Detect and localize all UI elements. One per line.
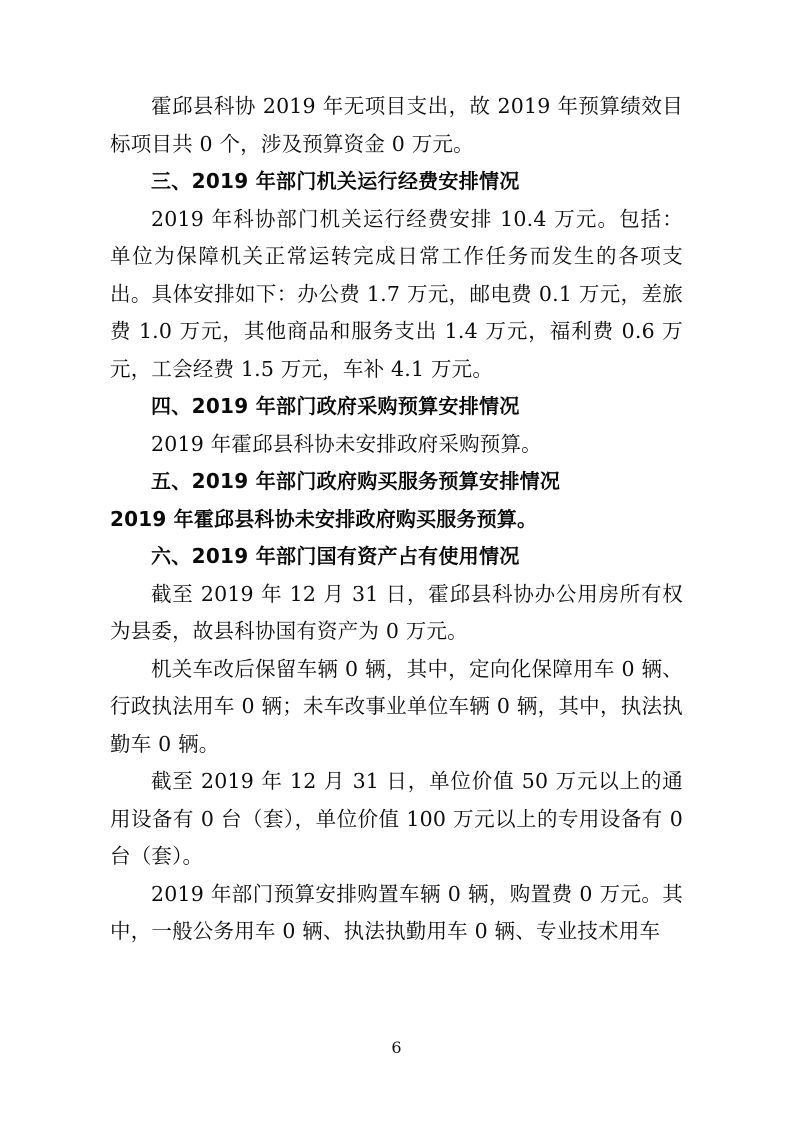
heading-section-three: 三、2019 年部门机关运行经费安排情况 xyxy=(151,169,520,193)
paragraph-vehicle-purchase-budget: 2019 年部门预算安排购置车辆 0 辆，购置费 0 万元。其中，一般公务用车 0 辆、执法执勤用车 0 辆、专业技术用车 xyxy=(110,881,683,943)
paragraph-government-procurement: 2019 年霍邱县科协未安排政府采购预算。 xyxy=(151,431,542,456)
heading-section-six: 六、2019 年部门国有资产占有使用情况 xyxy=(151,544,520,568)
paragraph-equipment: 截至 2019 年 12 月 31 日，单位价值 50 万元以上的通用设备有 0 台（套），单位价值 100 万元以上的专用设备有 0 台（套）。 xyxy=(110,769,683,868)
paragraph-project-expenditure: 霍邱县科协 2019 年无项目支出，故 2019 年预算绩效目标项目共 0 个，涉及预算资金 0 万元。 xyxy=(110,94,683,156)
page-number: 6 xyxy=(391,1038,402,1057)
paragraph-state-assets: 截至 2019 年 12 月 31 日，霍邱县科协办公用房所有权为县委，故县科协国有资产为 0 万元。 xyxy=(110,581,683,643)
paragraph-government-service-purchase: 2019 年霍邱县科协未安排政府购买服务预算。 xyxy=(110,506,538,531)
heading-section-five: 五、2019 年部门政府购买服务预算安排情况 xyxy=(151,469,561,493)
heading-section-four: 四、2019 年部门政府采购预算安排情况 xyxy=(151,394,520,418)
paragraph-vehicles: 机关车改后保留车辆 0 辆，其中，定向化保障用车 0 辆、行政执法用车 0 辆；未车改事业单位车辆 0 辆，其中，执法执勤车 0 辆。 xyxy=(110,656,683,756)
document-body xyxy=(110,88,683,951)
paragraph-operating-expenses: 2019 年科协部门机关运行经费安排 10.4 万元。包括：单位为保障机关正常运转完成日常工作任务而发生的各项支出。具体安排如下：办公费 1.7 万元，邮电费 0.1 万元，差旅费 1.0 万元，其他商品和服务支出 1.4 万元，福利费 0.6 万元，工会经费 1.5 万元，车补 4.1 万元。 xyxy=(110,206,683,381)
